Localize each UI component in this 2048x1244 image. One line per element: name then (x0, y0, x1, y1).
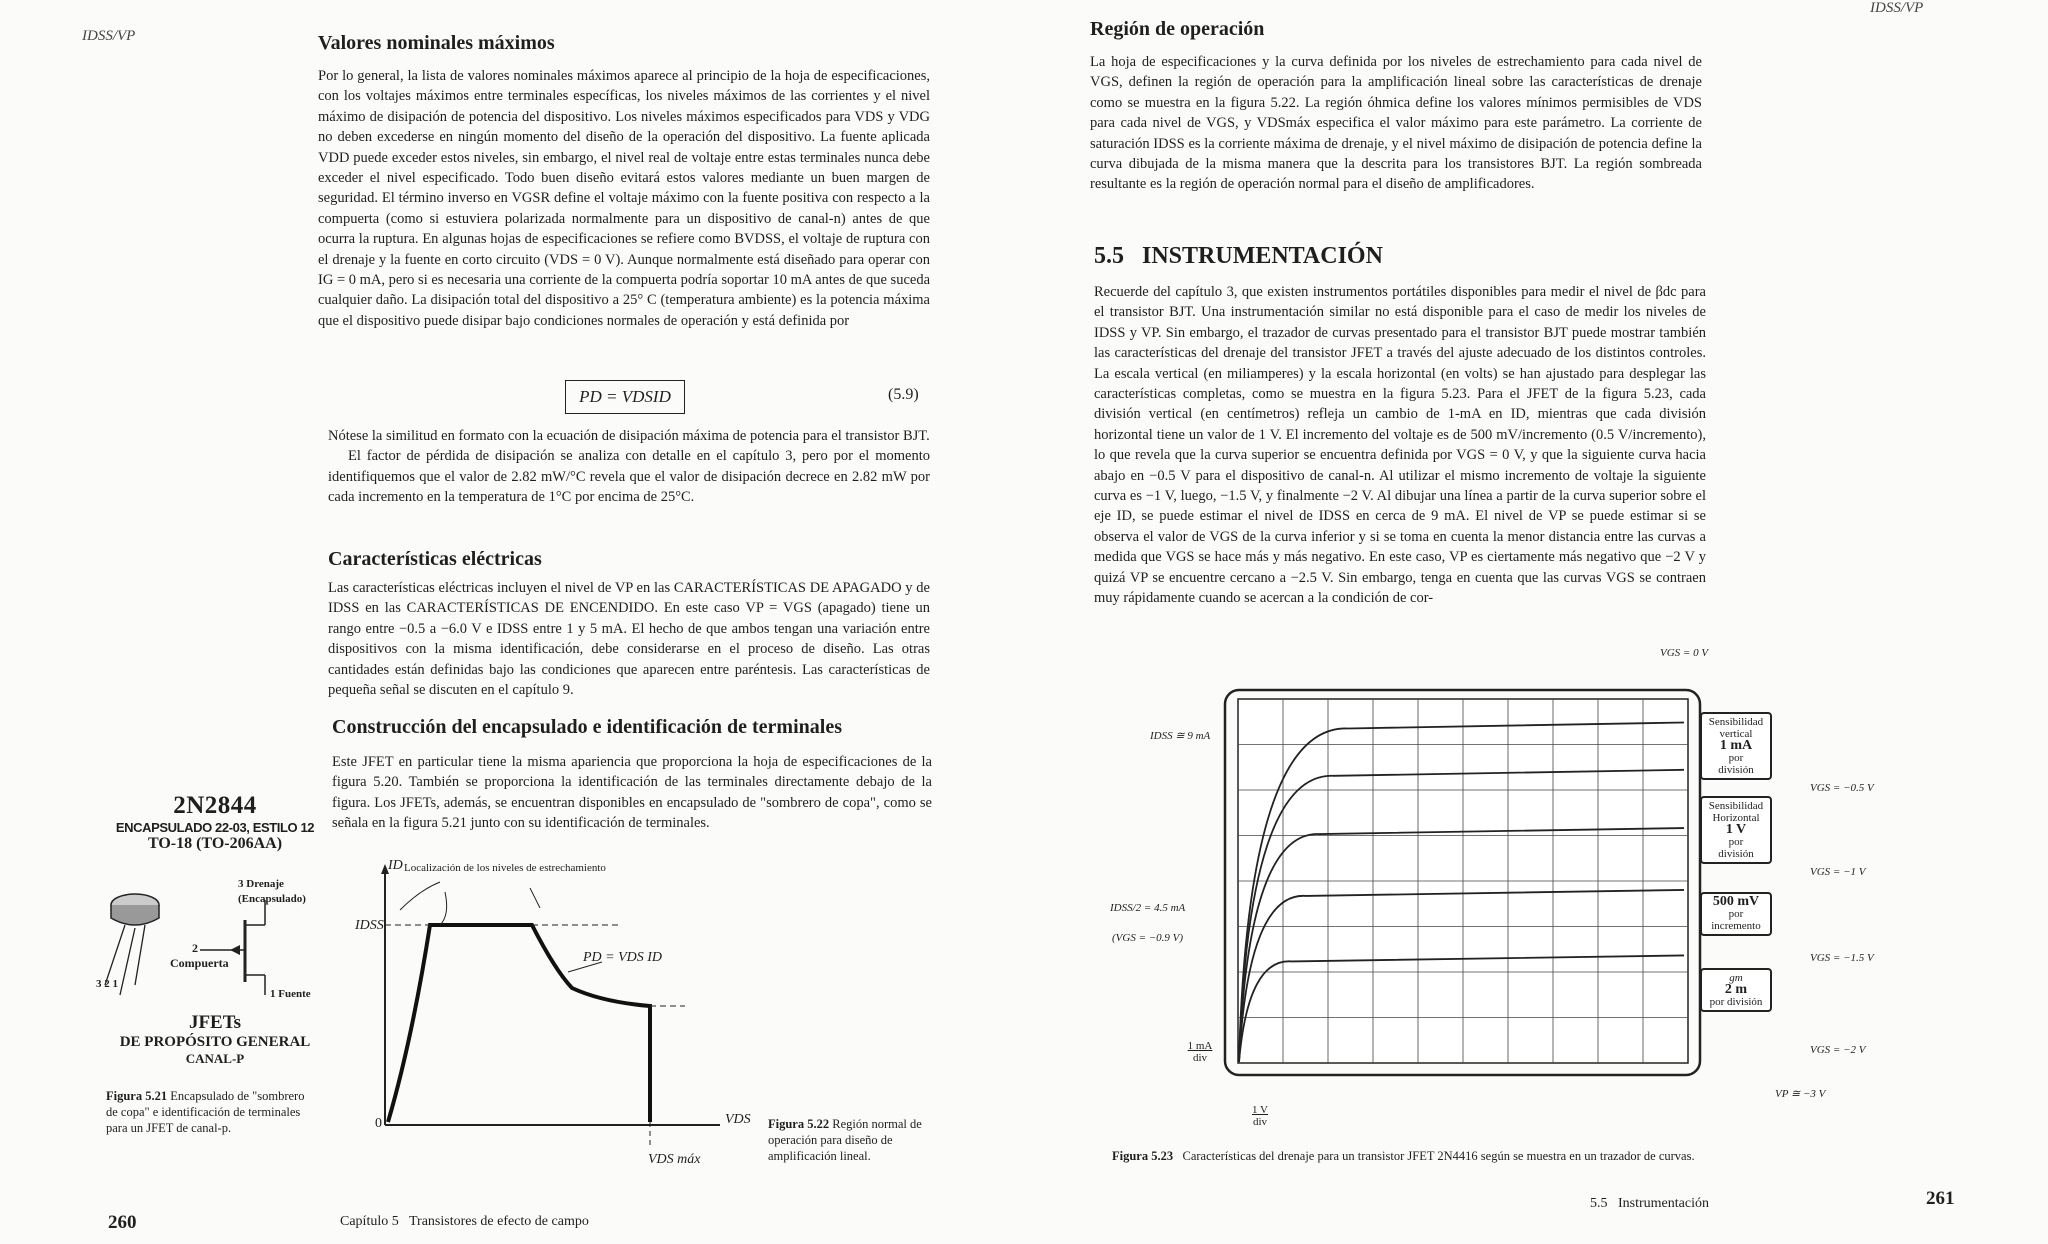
fig-5-23-caption (1112, 1148, 1812, 1164)
region-text: La hoja de especificaciones y la curva definida por los niveles de estrechamiento para cada nivel de VGS, definen la región de operación para la amplificación lineal sobre las características de drenaje como se muestra en la figura 5.22. La región óhmica define los valores mínimos permisibles de VDS para cada nivel de VGS, y VDSmáx especifica el valor máximo para este parámetro. La corriente de saturación IDSS es la corriente máxima de drenaje, y el nivel máximo de disipación de potencia define la curva dibujada de la misma manera que la descrita para los transistores BJT. La región sombreada resultante es la región de operación normal para el diseño de amplificadores. (1090, 54, 1702, 193)
equation-box (565, 380, 685, 414)
v-per-div-unit: div (1252, 1116, 1268, 1128)
part-type: JFETs (188, 1012, 242, 1033)
vp-label: VP ≅ −3 V (1775, 1088, 1826, 1100)
left-header-tag: IDSS/VP (82, 28, 136, 44)
right-page-number: 261 (1926, 1188, 1955, 1209)
package-line: ENCAPSULADO 22-03, ESTILO 12 (115, 820, 315, 835)
curve-tracer-screen (1220, 685, 1710, 1090)
max-ratings-text: Por lo general, la lista de valores nominales máximos aparece al principio de la hoja de especificaciones, con los voltajes máximos entre terminales específicas, los niveles máximos de las corrientes y el nivel máximo de disipación de potencia del dispositivo. Los niveles máximos especificados para VDS y VDG no deben excederse en ningún momento del diseño de la operación del dispositivo. La fuente aplicada VDD puede exceder estos niveles, sin embargo, el nivel real de voltaje entre estas terminales nunca debe exceder el nivel especificado. Todo buen diseño evitará estos valores mediante un buen margen de seguridad. El término inverso en VGSR define el voltaje máximo con la fuente positiva con respecto a la compuerta (como si estuviera polarizada normalmente para un dispositivo de canal-n) antes de que ocurra la ruptura. En algunas hojas de especificaciones se refiere como BVDSS, el voltaje de ruptura con el drenaje y la fuente en corto circuito (VDS = 0 V). Aunque normalmente está diseñado para operar con IG = 0 mA, pero si es necesaria una corriente de la compuerta podría soportar 10 mA antes de que suceda cualquier daño. La disipación total del dispositivo a 25° C (temperatura ambiente) es la potencia máxima que el dispositivo puede disipar bajo condiciones normales de operación y está definida por (318, 68, 930, 329)
section-title-max-ratings: Valores nominales máximos (318, 32, 555, 54)
section-title-region: Región de operación (1090, 18, 1265, 40)
fig-5-22-y-axis-label: ID (388, 858, 403, 873)
part-info (100, 792, 330, 853)
box4-line3: por división (1709, 996, 1763, 1008)
box3-line3: incremento (1711, 920, 1761, 932)
box2-line1: Sensibilidad (1708, 800, 1764, 812)
pin-gate-label: Compuerta (170, 956, 229, 970)
equation-text: PD = VDSID (579, 387, 671, 406)
part-channel: CANAL-P (185, 1051, 245, 1066)
fig-5-22-label: Figura 5.22 (768, 1117, 830, 1131)
pin-gate-number: 2 (192, 941, 198, 955)
fig-5-22-caption (768, 1116, 938, 1164)
box1-value: 1 mA (1719, 738, 1753, 753)
ma-per-div-label (1180, 1040, 1220, 1064)
leg-numbers: 3 2 1 (96, 978, 118, 990)
part-purpose: DE PROPÓSITO GENERAL (119, 1034, 311, 1050)
right-footer: 5.5 Instrumentación (1590, 1196, 1709, 1211)
part-description (100, 1012, 330, 1067)
post-equation-text-2: El factor de pérdida de disipación se analiza con detalle en el capítulo 3, pero por el momento identifiquemos que el valor de 2.82 mW/°C revela que el valor de disipación decrece en 2.82 mW por cada incremento en la temperatura de 1°C por encima de 25°C. (328, 448, 930, 506)
v-per-div-label (1240, 1104, 1280, 1128)
left-page-number: 260 (108, 1212, 137, 1233)
fig-5-22-vdsmax-label: VDS máx (648, 1152, 701, 1167)
box1-line1: Sensibilidad (1708, 716, 1764, 728)
case-line: TO-18 (TO-206AA) (147, 835, 283, 852)
fig-5-22-chart (340, 860, 760, 1160)
box3-line2: por (1728, 908, 1744, 920)
fig-5-23-idss-label: IDSS ≅ 9 mA (1150, 730, 1211, 742)
box1-line4: por (1728, 752, 1744, 764)
ma-per-div-unit: div (1192, 1052, 1208, 1064)
vgs-2-label: VGS = −2 V (1810, 1044, 1866, 1056)
box2-line5: división (1718, 848, 1754, 860)
box4-symbol: gm (1729, 972, 1743, 984)
gm-box (1700, 968, 1772, 1012)
fig-5-21-text: Encapsulado de "sombrero de copa" e identificación de terminales para un JFET de canal-p. (106, 1089, 305, 1135)
vgs-0-5-label: VGS = −0.5 V (1810, 782, 1874, 794)
section-title-package: Construcción del encapsulado e identificación de terminales (332, 716, 842, 738)
fig-5-21-caption (106, 1088, 306, 1136)
fig-5-22-text: Región normal de operación para diseño de amplificación lineal. (768, 1117, 922, 1163)
fig-5-22-idss-label: IDSS (355, 918, 384, 933)
fig-5-22-origin: 0 (375, 1116, 382, 1131)
right-header-tag: IDSS/VP (1870, 0, 1924, 16)
fig-5-22-pinch-label: Localización de los niveles de estrechamiento (404, 862, 606, 874)
vgs-1-label: VGS = −1 V (1810, 866, 1866, 878)
electrical-paragraph (328, 578, 930, 700)
ma-per-div-value: 1 mA (1187, 1040, 1213, 1052)
box2-line4: por (1728, 836, 1744, 848)
instrumentation-paragraph (1094, 282, 1706, 609)
fig-5-23-label: Figura 5.23 (1112, 1149, 1174, 1163)
section-title-electrical: Características eléctricas (328, 548, 542, 570)
pin-source-label: 1 Fuente (270, 988, 311, 1000)
fig-5-22-pd-label: PD = VDS ID (583, 950, 663, 965)
post-equation-paragraphs (328, 426, 930, 508)
box2-line2: Horizontal (1712, 812, 1760, 824)
equation-number: (5.9) (888, 386, 919, 403)
vgs-1-5-label: VGS = −1.5 V (1810, 952, 1874, 964)
fig-5-23-idss-half-vgs: (VGS = −0.9 V) (1112, 932, 1184, 944)
vgs-0-label: VGS = 0 V (1660, 647, 1709, 659)
part-number: 2N2844 (173, 792, 257, 819)
horizontal-sensitivity-box (1700, 796, 1772, 864)
v-per-div-value: 1 V (1252, 1104, 1268, 1116)
box3-value: 500 mV (1712, 894, 1760, 909)
instrumentation-text: Recuerde del capítulo 3, que existen instrumentos portátiles disponibles para medir el nivel de βdc para el transistor BJT. Una instrumentación similar no está disponible para el caso de medir los niveles de IDSS y VP. Sin embargo, el trazador de curvas presentado para el transistor BJT puede mostrar también las características del drenaje del transistor JFET a través del ajuste adecuado de los distintos controles. La escala vertical (en miliamperes) y la escala horizontal (en volts) se han ajustado para desplegar las características completas, como se muestra en la figura 5.23. Para el JFET de la figura 5.23, cada división vertical (en centímetros) refleja un cambio de 1-mA en ID, mientras que cada división horizontal tiene un valor de 1 V. El incremento del voltaje es de 500 mV/incremento (0.5 V/incremento), lo que revela que la curva superior se encuentra definida por VGS = 0 V, y que la siguiente curva hacia abajo en −0.5 V para el dispositivo de canal-n. Al utilizar el mismo incremento de voltaje la siguiente curva es −1 V, luego, −1.5 V, y finalmente −2 V. Al dibujar una línea a partir de la curva superior sobre el eje ID, se puede estimar el nivel de IDSS en cerca de 9 mA. El nivel de VP se puede estimar si se observa el valor de VGS de la curva inferior y si se toma en cuenta la menor distancia entre las curvas a medida que VGS se hace más y más negativo. En este caso, VP es ciertamente más negativo que −2 V y quizá VP se encuentre cercano a −2.5 V. Sin embargo, tenga en cuenta que las curvas VGS se contraen muy rápidamente cuando se acercan a la condición de cor- (1094, 284, 1706, 607)
max-ratings-paragraph (318, 66, 930, 331)
electrical-text: Las características eléctricas incluyen el nivel de VP en las CARACTERÍSTICAS DE APAGADO y de IDSS en las CARACTERÍSTICAS DE ENCENDIDO. En este caso VP = VGS (apagado) tiene un rango entre −0.5 a −6.0 V e IDSS entre 1 y 5 mA. El hecho de que ambos tengan una variación entre dispositivos con la misma identificación, debe considerarse en el proceso de diseño. Las otras cantidades están definidas bajo las condiciones que aparecen entre paréntesis. Las características de pequeña señal se discuten en el capítulo 9. (328, 580, 930, 699)
package-text: Este JFET en particular tiene la misma apariencia que proporciona la hoja de especificaciones de la figura 5.20. También se proporciona la identificación de las terminales directamente debajo de la figura. Los JFETs, además, se encuentran disponibles en encapsulado de "sombrero de copa", como se señala en la figura 5.21 junto con su identificación de terminales. (332, 754, 932, 832)
box4-value: 2 m (1724, 982, 1748, 997)
package-paragraph (332, 752, 932, 834)
region-paragraph (1090, 52, 1702, 195)
box1-line5: división (1718, 764, 1754, 776)
box1-line2: vertical (1719, 728, 1753, 740)
box2-value: 1 V (1725, 822, 1747, 837)
left-footer: Capítulo 5 Transistores de efecto de campo (340, 1214, 589, 1229)
fig-5-21-label: Figura 5.21 (106, 1089, 168, 1103)
section-5-5-title: INSTRUMENTACIÓN (1142, 243, 1383, 269)
pin-drain-sub-label: (Encapsulado) (238, 893, 306, 905)
section-5-5-number: 5.5 (1094, 243, 1124, 269)
fig-5-23-idss-half: IDSS/2 = 4.5 mA (1110, 902, 1186, 914)
step-increment-box (1700, 892, 1772, 936)
vertical-sensitivity-box (1700, 712, 1772, 780)
fig-5-23-text: Características del drenaje para un transistor JFET 2N4416 según se muestra en un trazador de curvas. (1182, 1149, 1695, 1163)
fig-5-22-x-axis-label: VDS (725, 1112, 751, 1127)
section-5-5-heading (1094, 243, 1383, 270)
post-equation-text-1: Nótese la similitud en formato con la ecuación de disipación máxima de potencia para el transistor BJT. (328, 428, 930, 444)
pin-drain-label: 3 Drenaje (238, 878, 284, 890)
